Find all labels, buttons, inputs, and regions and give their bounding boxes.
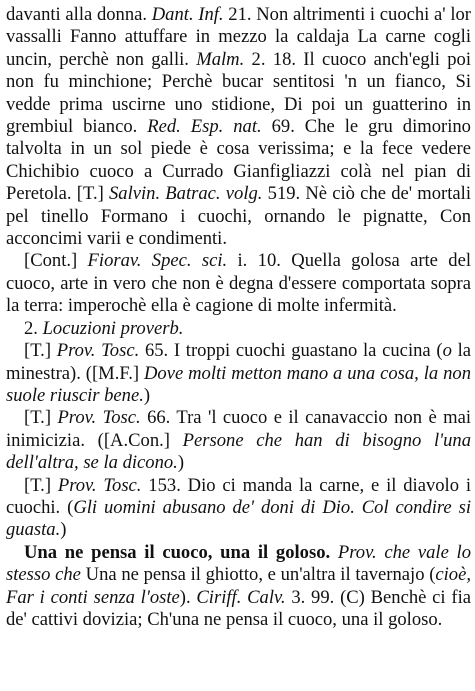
text-segment: 2. 18. Il cuoco anch'egli poi non fu minchione; Perchè bucar sentitosi 'n un fianco, Si vedde prima uscirne uno stidione, Di poi un guatterino in grembiul bianco.: [6, 48, 471, 138]
text-segment: 2.: [24, 317, 43, 339]
text-segment: Fiorav. Spec. sci.: [87, 250, 228, 272]
paragraph-locuzioni-heading: [6, 318, 471, 340]
text-segment: ): [177, 452, 185, 474]
text-segment: i. 10. Quella golosa arte del cuoco, arte in vero che non è degna d'essere comportata sopra la terra: imperochè ella è cagione di molte infermità.: [6, 250, 471, 317]
text-segment: Salvin. Batrac. volg.: [108, 183, 263, 205]
text-segment: ): [143, 384, 151, 406]
text-segment: ).: [179, 586, 197, 608]
text-segment: 69. Che le gru dimorino talvolta in un sol piede è cosa verissima; e la fece vedere Chichibio cuoco a Currado Gianfigliazzi colà nel pian di Peretola. [T.]: [6, 116, 471, 205]
text-segment: o: [442, 340, 452, 362]
text-segment: 519. Nè ciò che de' mortali pel tinello Formano i cuochi, ornando le pignatte, Con acconcimi varii e condimenti.: [6, 183, 471, 250]
paragraph-fioravanti: [6, 250, 471, 317]
text-segment: Dove molti metton mano a una cosa, la non suole riuscir bene.: [6, 362, 471, 406]
text-segment: 153. Dio ci manda la carne, e il diavolo i cuochi. (: [6, 474, 471, 518]
paragraph-proverb-65: [6, 340, 471, 407]
text-segment: [Cont.]: [24, 250, 88, 272]
paragraph-cuoco-citations: [6, 4, 471, 250]
text-segment: Una ne pensa il ghiotto, e un'altra il tavernajo (: [80, 564, 436, 586]
text-segment: Malm.: [196, 48, 245, 70]
text-segment: la minestra). ([M.F.]: [6, 340, 471, 384]
text-segment: [330, 542, 338, 563]
text-segment: [T.]: [24, 407, 58, 429]
text-segment: cioè, Far i conti senza l'oste: [6, 564, 472, 608]
text-segment: Prov. che vale lo stesso che: [6, 541, 472, 586]
text-segment: [T.]: [24, 474, 58, 496]
paragraph-proverb-66: [6, 407, 471, 474]
text-segment: 21. Non altrimenti i cuochi a' lor vassalli Fanno attuffare in mezzo la caldaja La carne cogli uncin, perchè non galli.: [6, 4, 471, 70]
text-segment: Dant. Inf.: [151, 4, 224, 25]
text-segment: Una ne pensa il cuoco, una il goloso.: [24, 541, 331, 563]
text-segment: Ciriff. Calv.: [196, 586, 286, 608]
text-segment: [T.]: [24, 340, 57, 362]
text-segment: 65. I troppi cuochi guastano la cucina (: [139, 340, 443, 362]
text-segment: Prov. Tosc.: [57, 407, 141, 429]
text-segment: davanti alla donna.: [6, 4, 152, 25]
text-segment: Locuzioni proverb.: [42, 317, 184, 339]
text-segment: Red. Esp. nat.: [147, 116, 262, 138]
text-segment: Prov. Tosc.: [57, 474, 142, 496]
text-segment: ): [60, 519, 67, 541]
text-segment: Gli uomini abusano de' doni di Dio. Col condire si guasta.: [6, 496, 471, 541]
paragraph-proverb-153: [6, 475, 471, 542]
text-segment: Prov. Tosc.: [56, 340, 140, 362]
text-segment: 3. 99. (C) Benchè ci fia de' cattivi dovizia; Ch'una ne pensa il cuoco, una il goloso.: [6, 586, 471, 630]
text-segment: Persone che han di bisogno l'una dell'altra, se la dicono.: [6, 429, 471, 474]
paragraph-una-ne-pensa: [6, 542, 471, 632]
text-segment: 66. Tra 'l cuoco e il canavaccio non è mai inimicizia. ([A.Con.]: [6, 407, 471, 451]
